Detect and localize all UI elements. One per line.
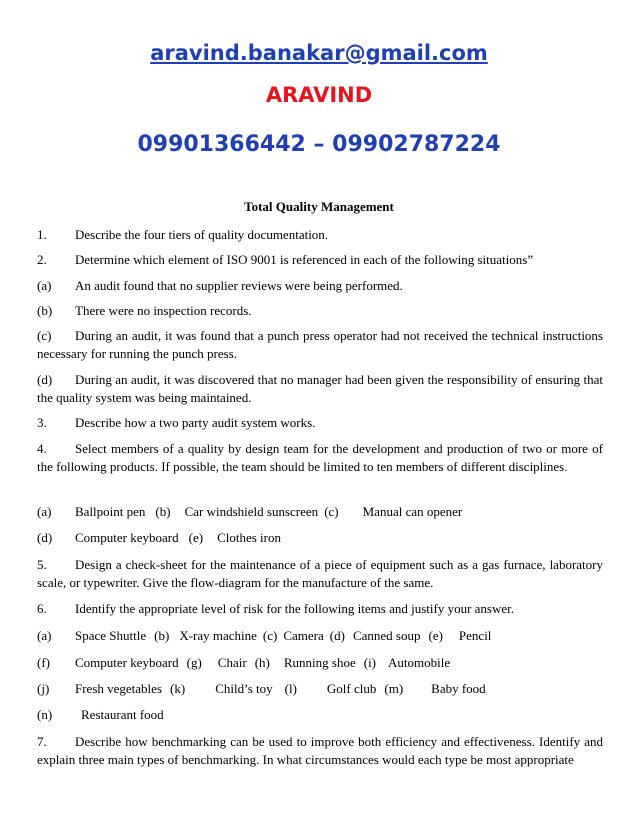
product-name: Fresh vegetables	[75, 681, 163, 696]
question-6f-line	[37, 654, 603, 672]
item-number: (a)	[37, 504, 52, 519]
question-2d	[37, 371, 603, 406]
product-name: Child’s toy	[215, 681, 273, 696]
product-name: X-ray machine	[179, 628, 257, 643]
product-name: Automobile	[388, 655, 451, 670]
item-number: 1.	[37, 227, 47, 242]
product-name: Clothes iron	[217, 530, 281, 545]
item-number: 3.	[37, 415, 47, 430]
product-name: Camera	[283, 628, 324, 643]
question-4	[37, 440, 603, 475]
item-number: (c)	[37, 328, 52, 343]
item-number: (a)	[37, 278, 52, 293]
product-name: Computer keyboard	[75, 655, 179, 670]
author-phone: 09901366442 – 09902787224	[137, 132, 501, 157]
question-4d-line	[37, 529, 603, 547]
product-name: Computer keyboard	[75, 530, 179, 545]
item-text: Select members of a quality by design team for the development and production of two or more of the following products. If possible, the team should be limited to ten members of different disciplines.	[37, 441, 603, 474]
question-3	[37, 414, 603, 432]
question-2c	[37, 327, 603, 362]
question-1	[37, 226, 603, 244]
item-number: 4.	[37, 441, 47, 456]
item-number: 2.	[37, 252, 47, 267]
product-name: Restaurant food	[81, 707, 164, 722]
item-letter: (b)	[154, 628, 170, 643]
question-6a-line	[37, 627, 603, 645]
product-name: Running shoe	[283, 655, 356, 670]
question-6	[37, 600, 603, 618]
item-letter: (d)	[329, 628, 345, 643]
item-letter: (i)	[363, 655, 377, 670]
item-text: There were no inspection records.	[75, 303, 252, 318]
item-number: 5.	[37, 557, 47, 572]
item-letter: (m)	[384, 681, 404, 696]
author-email[interactable]: aravind.banakar@gmail.com	[150, 41, 488, 65]
item-letter: (c)	[262, 628, 278, 643]
product-name: Car windshield sunscreen	[184, 504, 319, 519]
question-4a-line	[37, 503, 603, 521]
question-6n-line	[37, 706, 603, 724]
question-2b	[37, 302, 603, 320]
item-text: During an audit, it was found that a punch press operator had not received the technical instructions necessary for running the punch press.	[37, 328, 603, 361]
item-number: (a)	[37, 628, 52, 643]
item-letter: (h)	[254, 655, 270, 670]
item-text: Describe the four tiers of quality documentation.	[75, 227, 329, 242]
item-number: 7.	[37, 734, 47, 749]
item-text: Determine which element of ISO 9001 is referenced in each of the following situations”	[75, 252, 534, 267]
question-7	[37, 733, 603, 768]
author-name: ARAVIND	[265, 83, 373, 107]
product-name: Pencil	[458, 628, 492, 643]
item-text: An audit found that no supplier reviews were being performed.	[75, 278, 403, 293]
item-letter: (g)	[186, 655, 202, 670]
item-text: Design a check-sheet for the maintenance of a piece of equipment such as a gas furnace, laboratory scale, or typewriter. Give the flow-diagram for the manufacture of the same.	[37, 557, 603, 590]
product-name: Ballpoint pen	[75, 504, 146, 519]
question-2a	[37, 277, 603, 295]
item-number: (d)	[37, 530, 53, 545]
item-letter: (b)	[155, 504, 171, 519]
question-2	[37, 251, 603, 269]
item-text: Describe how a two party audit system works.	[75, 415, 316, 430]
item-letter: (c)	[324, 504, 339, 519]
product-name: Baby food	[431, 681, 486, 696]
item-letter: (l)	[284, 681, 297, 696]
product-name: Chair	[217, 655, 247, 670]
product-name: Space Shuttle	[75, 628, 147, 643]
document-title: Total Quality Management	[244, 199, 394, 214]
question-6j-line	[37, 680, 603, 698]
product-name: Canned soup	[352, 628, 421, 643]
question-5	[37, 556, 603, 591]
item-number: (j)	[37, 681, 50, 696]
item-text: Describe how benchmarking can be used to improve both efficiency and effectiveness. Identify and explain three main types of benchmarking. In what circumstances would each type be most appropriate	[37, 734, 603, 767]
item-number: (d)	[37, 372, 53, 387]
product-name: Manual can opener	[362, 504, 463, 519]
item-letter: (e)	[428, 628, 443, 643]
item-number: (b)	[37, 303, 53, 318]
item-text: Identify the appropriate level of risk for the following items and justify your answer.	[75, 601, 514, 616]
product-name: Golf club	[326, 681, 377, 696]
item-letter: (k)	[170, 681, 186, 696]
item-number: (f)	[37, 655, 50, 670]
item-number: 6.	[37, 601, 47, 616]
item-number: (n)	[37, 707, 53, 722]
item-text: During an audit, it was discovered that no manager had been given the responsibility of ensuring that the quality system was being maintained.	[37, 372, 603, 405]
item-letter: (e)	[188, 530, 204, 545]
